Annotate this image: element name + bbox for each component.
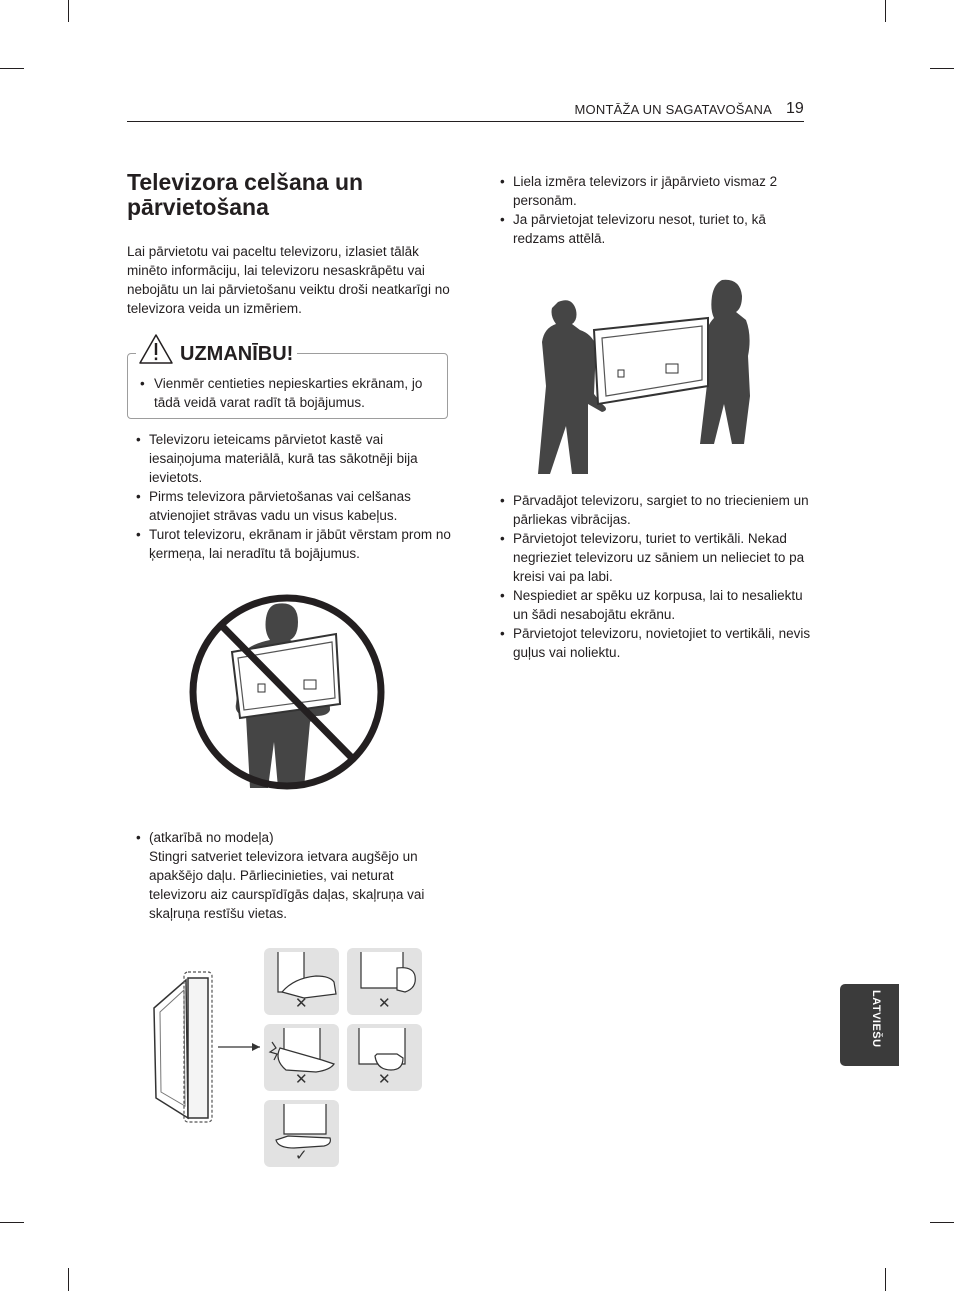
crop-mark [885, 1268, 886, 1291]
list-item [127, 828, 452, 923]
caution-item: • Vienmēr centieties nepieskarties ekrānam, jo tādā veidā varat radīt tā bojājumus. [140, 374, 440, 412]
left-column [127, 170, 452, 318]
prohibited-carry-illustration [186, 592, 388, 792]
list-item: • Ja pārvietojat televizoru nesot, turiet to, kā redzams attēlā. [491, 210, 811, 248]
correct-mark: ✓ [295, 1147, 308, 1164]
language-tab-label: LATVIEŠU [870, 990, 882, 1048]
crop-mark [0, 1222, 24, 1223]
caution-content [140, 374, 440, 412]
crop-mark [0, 68, 24, 69]
list-item: • Nespiediet ar spēku uz korpusa, lai to nesaliektu un šādi nesabojātu ekrānu. [491, 586, 811, 624]
header-rule [127, 121, 804, 122]
list-item: • Pārvietojot televizoru, turiet to vertikāli. Nekad negrieziet televizoru uz sāniem un nelieciet to pa kreisi vai pa labi. [491, 529, 811, 586]
wrong-mark: ✕ [295, 1071, 308, 1088]
caution-title: UZMANĪBU! [180, 343, 294, 365]
grip-panel-5 [264, 1100, 339, 1167]
left-bullet-list [127, 430, 452, 563]
crop-mark [68, 0, 69, 22]
grip-panel-4 [347, 1024, 422, 1091]
model-note [127, 828, 452, 923]
tv-side-illustration [148, 968, 266, 1128]
caution-heading [136, 331, 297, 365]
crop-mark [930, 1222, 954, 1223]
tv-back [594, 318, 708, 404]
intro-paragraph: Lai pārvietotu vai paceltu televizoru, izlasiet tālāk minēto informāciju, lai televizoru nesaskrāpētu vai nebojātu un lai pārvietošanu veiktu droši neatkarīgi no televizora veida un izmēriem. [127, 244, 450, 316]
crop-mark [68, 1268, 69, 1291]
page-number: 19 [786, 100, 804, 117]
section-title: MONTĀŽA UN SAGATAVOŠANA [574, 102, 772, 117]
list-item: • Liela izmēra televizors ir jāpārvieto vismaz 2 personām. [491, 172, 811, 210]
wrong-mark: ✕ [378, 1071, 391, 1088]
grip-panel-3 [264, 1024, 339, 1091]
page-title: Televizora celšana un pārvietošana [127, 169, 364, 220]
person-left [538, 300, 606, 474]
crop-mark [885, 0, 886, 22]
model-note-lead: (atkarībā no modeļa) [149, 830, 274, 845]
warning-triangle-icon [138, 333, 174, 365]
list-item: • Televizoru ieteicams pārvietot kastē vai iesaiņojuma materiālā, kurā tas sākotnēji bija ievietots. [127, 430, 452, 487]
right-bullet-list-bottom [491, 491, 811, 662]
language-tab [840, 984, 899, 1066]
grip-panel-1 [264, 948, 339, 1015]
list-item: • Pārvadājot televizoru, sargiet to no triecieniem un pārliekas vibrācijas. [491, 491, 811, 529]
grip-panel-2 [347, 948, 422, 1015]
crop-mark [930, 68, 954, 69]
list-item: • Pirms televizora pārvietošanas vai celšanas atvienojiet strāvas vadu un visus kabeļus. [127, 487, 452, 525]
list-item: • Pārvietojot televizoru, novietojiet to vertikāli, nevis guļus vai noliektu. [491, 624, 811, 662]
list-item: • Turot televizoru, ekrānam ir jābūt vērstam prom no ķermeņa, lai neradītu tā bojājumus. [127, 525, 452, 563]
wrong-mark: ✕ [378, 995, 391, 1012]
wrong-mark: ✕ [295, 995, 308, 1012]
tv-back [232, 634, 340, 718]
right-bullet-list-top [491, 172, 811, 248]
two-persons-carrying-illustration [536, 276, 754, 478]
model-note-text: Stingri satveriet televizora ietvara augšējo un apakšējo daļu. Pārliecinieties, vai neturat televizoru aiz caurspīdīgās daļas, skaļruņa vai skaļruņa restīšu vietas. [149, 849, 425, 921]
